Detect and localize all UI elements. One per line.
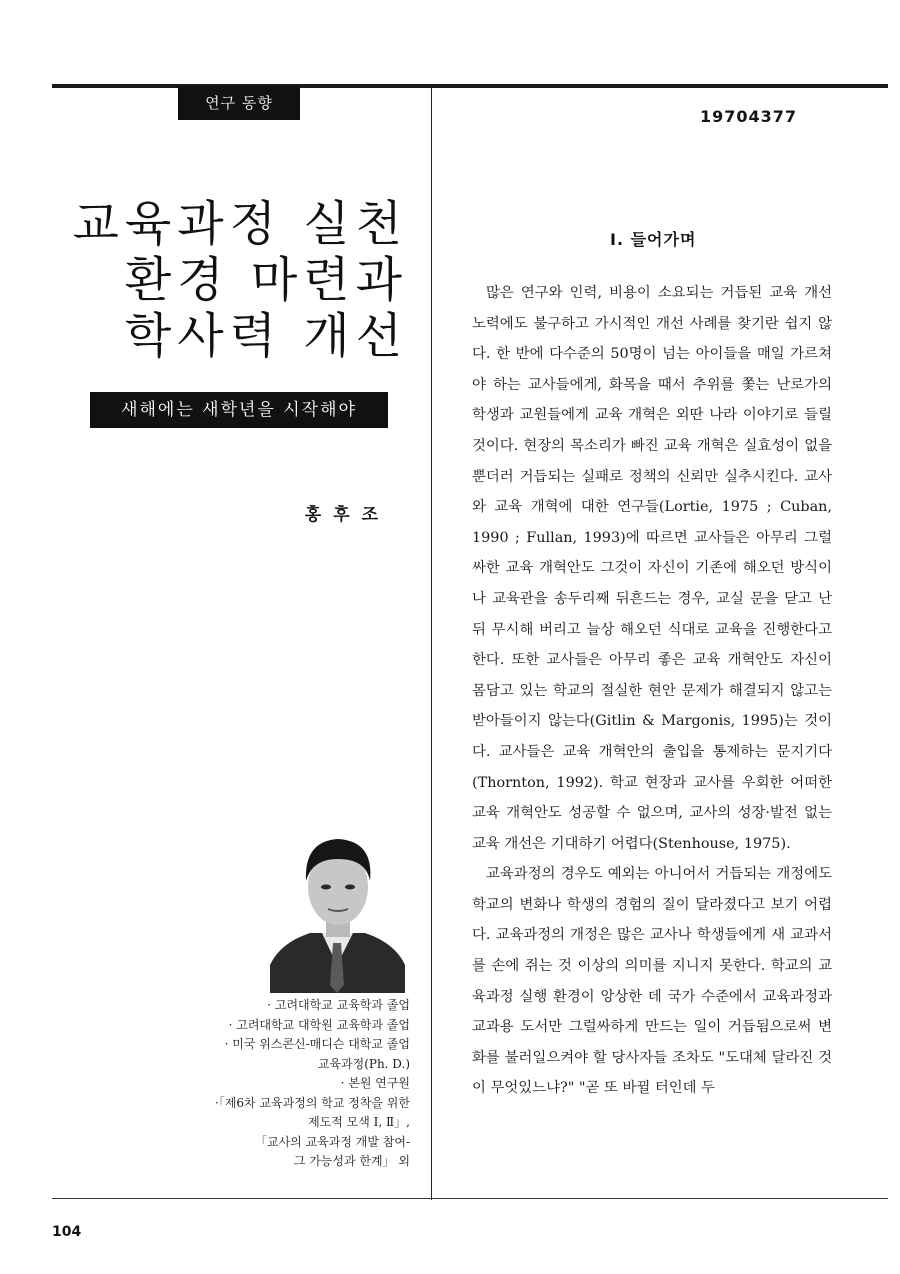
article-body: [472, 278, 832, 1104]
bio-line: · 본원 연구원: [340, 1076, 410, 1090]
bio-line: · 미국 위스콘신-매디슨 대학교 졸업: [224, 1037, 410, 1051]
document-number: 19704377: [700, 107, 798, 126]
article-title: [73, 196, 408, 364]
author-photo: [270, 815, 405, 993]
column-divider: [431, 86, 432, 1200]
section-tag: 연구 동향: [178, 86, 300, 120]
section-heading: Ⅰ. 들어가며: [610, 230, 697, 249]
paragraph: 교육과정의 경우도 예외는 아니어서 거듭되는 개정에도 학교의 변화나 학생의 경험의 질이 달라졌다고 보기 어렵다. 교육과정의 개정은 많은 교사나 학생들에게 새 교과서를 손에 쥐는 것 이상의 의미를 지니지 못한다. 학교의 교육과정 실행 환경이 앙상한 데 국가 수준에서 교육과정과 교과용 도서만 그럴싸하게 만드는 일이 거듭됨으로써 변화를 불러일으켜야 할 당사자들 조차도 "도대체 달라진 것이 무엇있느냐?" "곧 또 바뀔 터인데 두: [472, 866, 832, 1097]
title-line: 학사력 개선: [124, 308, 408, 364]
paragraph: 많은 연구와 인력, 비용이 소요되는 거듭된 교육 개선 노력에도 불구하고 가시적인 개선 사례를 찾기란 쉽지 않다. 한 반에 다수준의 50명이 넘는 아이들을 매일 가르쳐야 하는 교사들에게, 화목을 때서 추위를 쫓는 난로가의 학생과 교원들에게 교육 개혁은 외딴 나라 이야기로 들릴 것이다. 현장의 목소리가 빠진 교육 개혁은 실효성이 없을 뿐더러 거듭되는 실패로 정책의 신뢰만 실추시킨다. 교사와 교육 개혁에 대한 연구들(Lortie, 1975 ; Cuban, 1990 ; Fullan, 1993)에 따르면 교사들은 아무리 그럴싸한 교육 개혁안도 그것이 자신이 기존에 해오던 방식이나 교육관을 송두리째 뒤흔드는 경우, 교실 문을 닫고 난 뒤 무시해 버리고 늘상 해오던 식대로 교육을 진행한다고 한다. 또한 교사들은 아무리 좋은 교육 개혁안도 자신이 몸담고 있는 학교의 절실한 현안 문제가 해결되지 않고는 받아들이지 않는다(Gitlin & Margonis, 1995)는 것이다. 교사들은 교육 개혁안의 출입을 통제하는 문지기다(Thornton, 1992). 학교 현장과 교사를 우회한 어떠한 교육 개혁안도 성공할 수 없으며, 교사의 성장·발전 없는 교육 개선은 기대하기 어렵다(Stenhouse, 1975).: [472, 285, 832, 852]
bio-line: · 고려대학교 교육학과 졸업: [267, 998, 410, 1012]
title-line: 교육과정 실천: [72, 196, 408, 252]
bio-line: 교육과정(Ph. D.): [317, 1056, 410, 1071]
bio-line: ·「제6차 교육과정의 학교 정착을 위한: [215, 1095, 410, 1110]
bottom-rule: [52, 1198, 888, 1199]
article-subtitle: 새해에는 새학년을 시작해야: [90, 392, 388, 428]
bio-line: 「교사의 교육과정 개발 참여-: [254, 1134, 410, 1149]
author-bio: [110, 996, 410, 1172]
title-line: 환경 마련과: [124, 252, 408, 308]
author-name: 홍후조: [304, 505, 390, 525]
bio-line: 그 가능성과 한계」 외: [293, 1154, 410, 1168]
bio-line: 제도적 모색 Ⅰ, Ⅱ」,: [308, 1115, 410, 1129]
page-number: 104: [52, 1224, 82, 1240]
bio-line: · 고려대학교 대학원 교육학과 졸업: [228, 1017, 410, 1032]
